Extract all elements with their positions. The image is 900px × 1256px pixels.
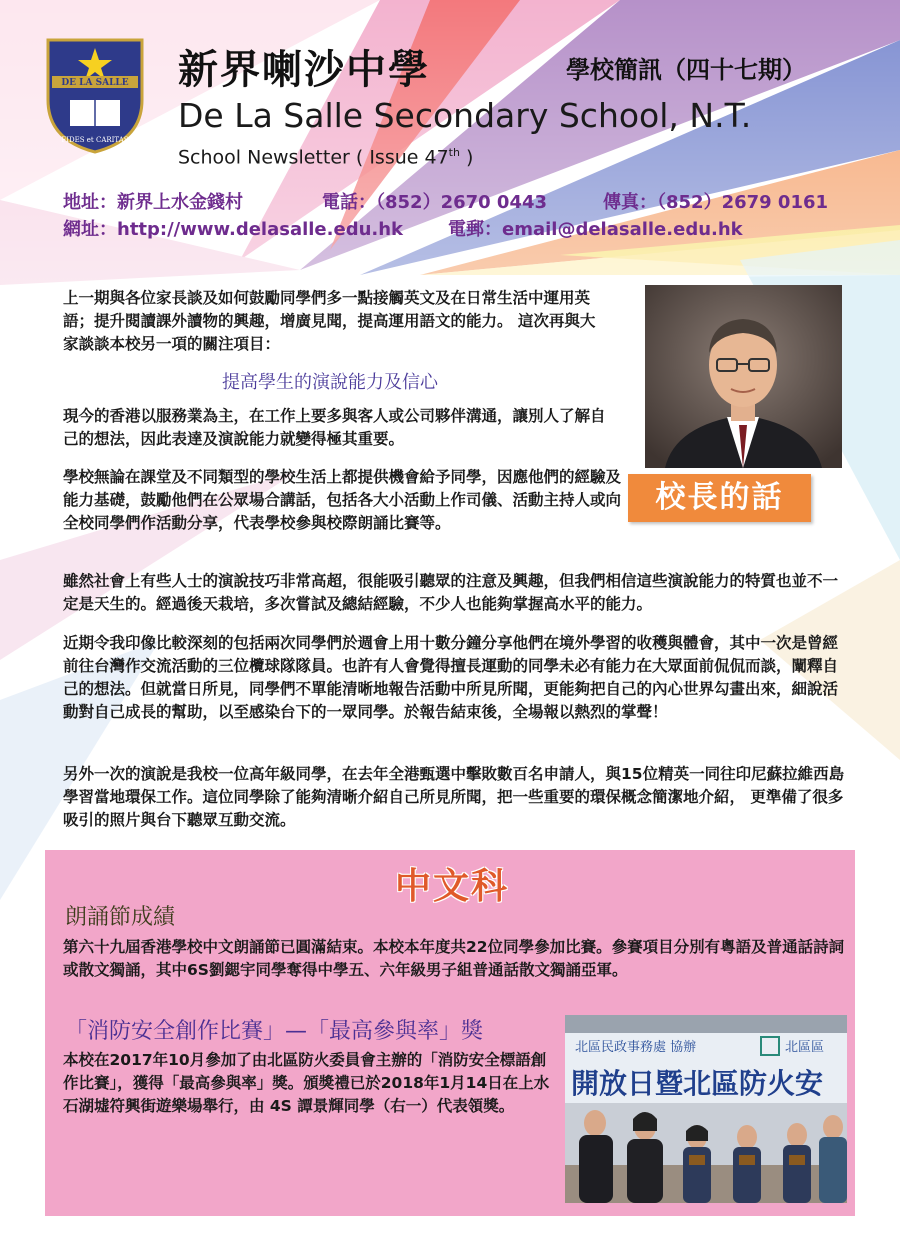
school-crest-logo — [40, 30, 150, 155]
issue-title-chinese: 學校簡訊（四十七期） — [566, 56, 806, 84]
newsletter-issue-close: ) — [459, 146, 474, 169]
banner-organiser-text: 北區民政事務處 協辦 — [575, 1040, 697, 1055]
contact-fax: 傳真：（852）2679 0161 — [603, 192, 829, 213]
principal-photo — [645, 285, 842, 468]
principal-intro: 上一期與各位家長談及如何鼓勵同學們多一點接觸英文及在日常生活中運用英語；提升閱讀課外讀物的興趣，增廣見聞，提高運用語文的能力。 這次再與大家談談本校另一項的關注項目： — [63, 289, 596, 353]
banner-district-text: 北區區 — [785, 1040, 825, 1055]
principal-paragraph-5: 另外一次的演說是我校一位高年級同學，在去年全港甄選中擊敗數百名申請人，與15位精英一同往印尼蘇拉維西島學習當地環保工作。這位同學除了能夠清晰介紹自己所見所聞，把一些重要的環保概念簡潔地介紹， 更準備了很多吸引的照片與台下聽眾互動交流。 — [63, 765, 845, 829]
contact-address: 地址：新界上水金錢村 — [63, 192, 243, 213]
recitation-results-title: 朗誦節成績 — [65, 905, 176, 930]
newsletter-issue-text: School Newsletter ( Issue 47 — [178, 146, 449, 169]
school-name-english: De La Salle Secondary School, N.T. — [178, 96, 752, 135]
contact-website-link[interactable]: 網址：http://www.delasalle.edu.hk — [63, 219, 404, 240]
principal-paragraph-4: 近期令我印像比較深刻的包括兩次同學們於週會上用十數分鐘分享他們在境外學習的收穫與體會，其中一次是曾經前往台灣作交流活動的三位欖球隊隊員。也許有人會覺得擅長運動的同學未必有能力在大眾面前侃侃而談，闡釋自己的想法。但就當日所見，同學們不單能清晰地報告活動中所見所聞，更能夠把自己的內心世界勾畫出來，細說活動對自己成長的幫助，以至感染台下的一眾同學。於報告結束後，全場報以熱烈的掌聲！ — [63, 634, 839, 721]
crest-motto-top: DE LA SALLE — [61, 78, 129, 88]
principal-message-label: 校長的話 — [628, 474, 811, 522]
fire-safety-award-title: 「消防安全創作比賽」—「最高參與率」獎 — [65, 1019, 484, 1044]
issue-ordinal-suffix: th — [448, 146, 460, 159]
award-ceremony-photo — [565, 1015, 847, 1203]
principal-paragraph-1: 現今的香港以服務業為主，在工作上要多與客人或公司夥伴溝通，讓別人了解自己的想法，因此表達及演說能力就變得極其重要。 — [63, 407, 606, 448]
banner-event-text: 開放日暨北區防火安 — [571, 1067, 824, 1100]
crest-motto-bottom: FIDES et CARITAS — [61, 136, 129, 144]
newsletter-issue-english — [178, 146, 473, 168]
recitation-results-text: 第六十九屆香港學校中文朗誦節已圓滿結束。本校本年度共22位同學參加比賽。參賽項目分別有粵語及普通話詩詞或散文獨誦，其中6S劉鍶宇同學奪得中學五、六年級男子組普通話散文獨誦亞軍。 — [63, 938, 845, 979]
school-name-chinese: 新界喇沙中學 — [178, 47, 430, 93]
principal-subheading: 提高學生的演說能力及信心 — [222, 372, 438, 393]
fire-safety-award-text: 本校在2017年10月參加了由北區防火委員會主辦的「消防安全標語創作比賽」，獲得「最高參與率」獎。頒獎禮已於2018年1月14日在上水石湖墟符興街遊樂場舉行，由 4S 譚景輝同學（右一）代表領獎。 — [63, 1051, 550, 1115]
principal-paragraph-2: 學校無論在課堂及不同類型的學校生活上都提供機會給予同學，因應他們的經驗及能力基礎，鼓勵他們在公眾場合講話，包括各大小活動上作司儀、活動主持人或向全校同學們作活動分享，代表學校參與校際朗誦比賽等。 — [63, 468, 622, 532]
chinese-department-heading: 中文科 — [395, 866, 510, 907]
contact-phone: 電話：（852）2670 0443 — [322, 192, 548, 213]
contact-email-link[interactable]: 電郵：email@delasalle.edu.hk — [448, 219, 743, 240]
principal-paragraph-3: 雖然社會上有些人士的演說技巧非常高超，很能吸引聽眾的注意及興趣，但我們相信這些演說能力的特質也並不一定是天生的。經過後天栽培，多次嘗試及總結經驗，不少人也能夠掌握高水平的能力。 — [63, 572, 839, 613]
